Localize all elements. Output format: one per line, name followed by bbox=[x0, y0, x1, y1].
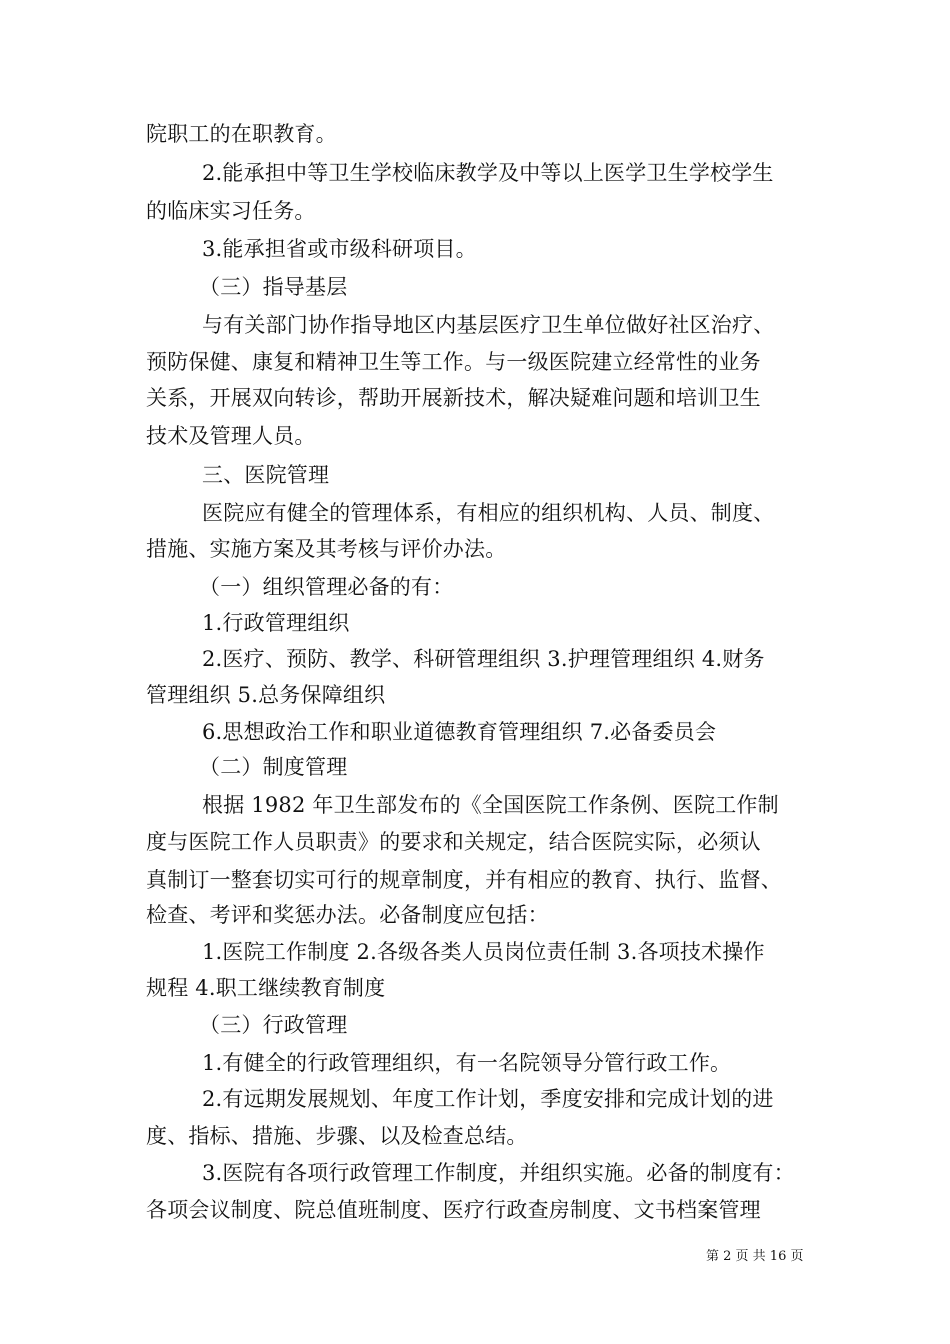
text-line: 1.医院工作制度 2.各级各类人员岗位责任制 3.各项技术操作 bbox=[202, 940, 765, 964]
text-line: 的临床实习任务。 bbox=[146, 199, 316, 223]
text-line: 医院应有健全的管理体系，有相应的组织机构、人员、制度、 bbox=[202, 501, 775, 525]
text-line: 与有关部门协作指导地区内基层医疗卫生单位做好社区治疗、 bbox=[202, 313, 775, 337]
text-line: 院职工的在职教育。 bbox=[146, 122, 337, 146]
text-line: 2.有远期发展规划、年度工作计划，季度安排和完成计划的进 bbox=[202, 1087, 774, 1111]
text-line: 各项会议制度、院总值班制度、医疗行政查房制度、文书档案管理 bbox=[146, 1198, 761, 1222]
text-line: 2.能承担中等卫生学校临床教学及中等以上医学卫生学校学生 bbox=[202, 161, 774, 185]
text-line: 度、指标、措施、步骤、以及检查总结。 bbox=[146, 1124, 528, 1148]
section-heading: 三、医院管理 bbox=[202, 463, 330, 487]
section-heading: （三）指导基层 bbox=[199, 275, 348, 299]
text-line: 检查、考评和奖惩办法。必备制度应包括： bbox=[146, 903, 549, 927]
text-line: 管理组织 5.总务保障组织 bbox=[146, 683, 386, 707]
text-line: 度与医院工作人员职责》的要求和关规定，结合医院实际，必须认 bbox=[146, 830, 761, 854]
text-line: 3.医院有各项行政管理工作制度，并组织实施。必备的制度有： bbox=[202, 1161, 795, 1185]
text-line: 3.能承担省或市级科研项目。 bbox=[202, 237, 477, 261]
text-line: 预防保健、康复和精神卫生等工作。与一级医院建立经常性的业务 bbox=[146, 350, 761, 374]
text-line: 真制订一整套切实可行的规章制度，并有相应的教育、执行、监督、 bbox=[146, 868, 782, 892]
section-heading: （一）组织管理必备的有： bbox=[199, 575, 454, 599]
text-line: 6.思想政治工作和职业道德教育管理组织 7.必备委员会 bbox=[202, 720, 717, 744]
text-line: 根据 1982 年卫生部发布的《全国医院工作条例、医院工作制 bbox=[202, 793, 779, 817]
text-line: 1.行政管理组织 bbox=[202, 611, 350, 635]
text-line: 措施、实施方案及其考核与评价办法。 bbox=[146, 537, 507, 561]
text-line: 关系，开展双向转诊，帮助开展新技术，解决疑难问题和培训卫生 bbox=[146, 386, 761, 410]
text-line: 1.有健全的行政管理组织，有一名院领导分管行政工作。 bbox=[202, 1051, 732, 1075]
section-heading: （二）制度管理 bbox=[199, 755, 348, 779]
text-line: 技术及管理人员。 bbox=[146, 424, 316, 448]
text-line: 2.医疗、预防、教学、科研管理组织 3.护理管理组织 4.财务 bbox=[202, 647, 765, 671]
section-heading: （三）行政管理 bbox=[199, 1013, 348, 1037]
text-line: 规程 4.职工继续教育制度 bbox=[146, 976, 386, 1000]
page-number-footer: 第 2 页 共 16 页 bbox=[706, 1249, 804, 1264]
